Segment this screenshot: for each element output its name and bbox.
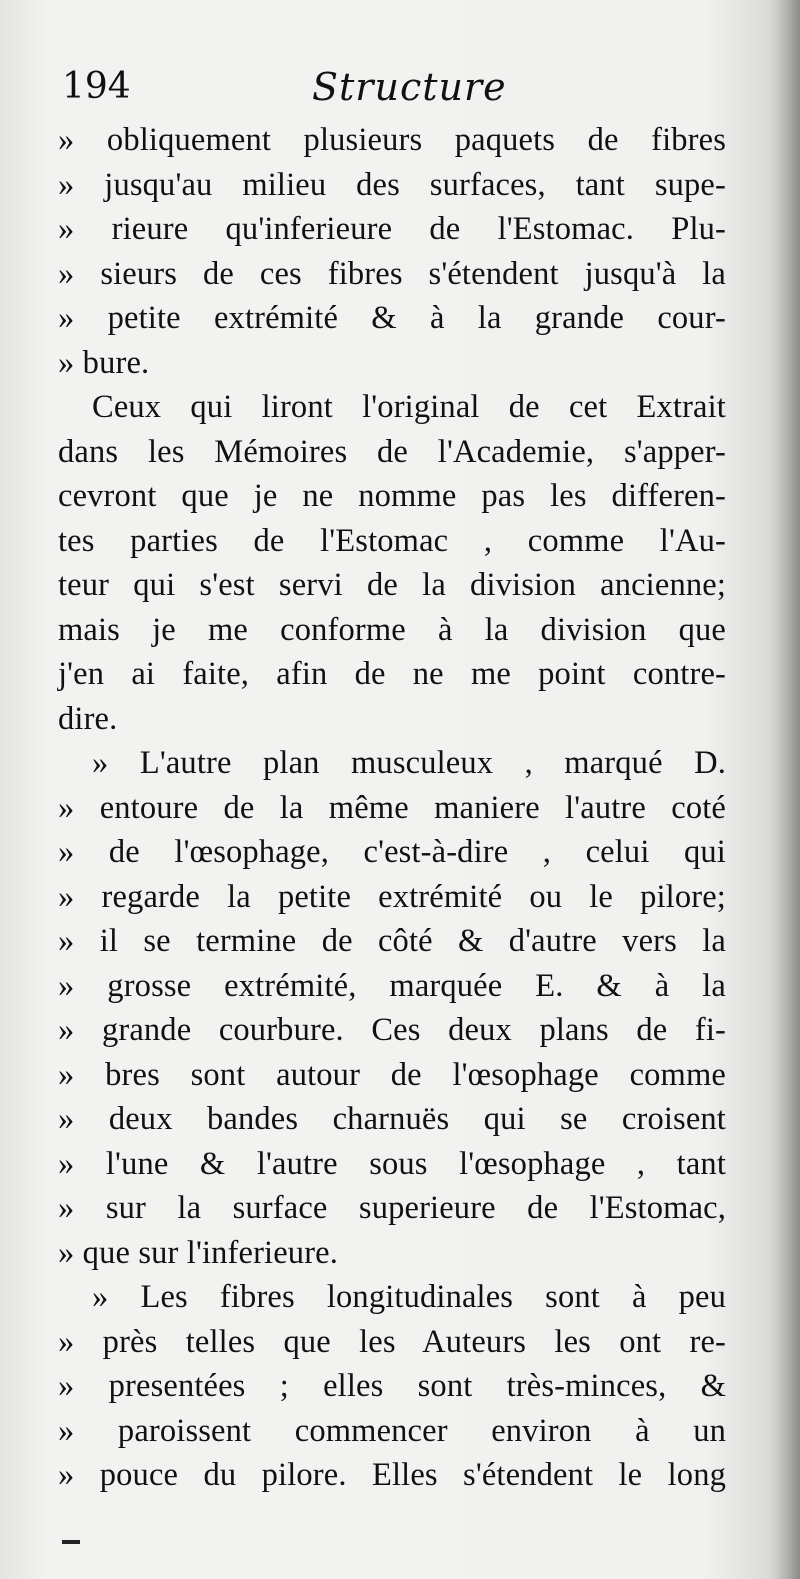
text-line: » presentées ; elles sont très-minces, & bbox=[58, 1368, 726, 1404]
running-title: Structure bbox=[312, 65, 507, 109]
text-line: » près telles que les Auteurs les ont re- bbox=[58, 1323, 726, 1360]
text-line: » bres sont autour de l'œsophage comme bbox=[58, 1056, 726, 1093]
text-line: » que sur l'inferieure. bbox=[58, 1234, 339, 1271]
text-line: tes parties de l'Estomac , comme l'Au- bbox=[58, 522, 726, 559]
text-line: » de l'œsophage, c'est-à-dire , celui qui bbox=[58, 834, 726, 870]
text-line: » rieure qu'inferieure de l'Estomac. Plu- bbox=[58, 211, 726, 247]
text-line: dire. bbox=[58, 700, 118, 737]
page-header bbox=[62, 62, 732, 112]
ink-mark bbox=[62, 1540, 80, 1544]
text-line: » petite extrémité & à la grande cour- bbox=[58, 300, 726, 336]
text-line: » obliquement plusieurs paquets de fibres bbox=[58, 122, 726, 158]
text-line: » sur la surface superieure de l'Estomac, bbox=[58, 1190, 726, 1226]
text-line: » il se termine de côté & d'autre vers la bbox=[58, 923, 726, 959]
text-line: » sieurs de ces fibres s'étendent jusqu'à la bbox=[58, 255, 726, 292]
text-line: » regarde la petite extrémité ou le pilore; bbox=[58, 878, 726, 915]
text-line: Ceux qui liront l'original de cet Extrait bbox=[92, 389, 726, 425]
page-number: 194 bbox=[62, 66, 131, 107]
text-line: » deux bandes charnuës qui se croisent bbox=[58, 1101, 726, 1137]
text-line: » grosse extrémité, marquée E. & à la bbox=[58, 967, 726, 1004]
text-line: » entoure de la même maniere l'autre coté bbox=[58, 789, 726, 826]
text-line: » grande courbure. Ces deux plans de fi- bbox=[58, 1012, 726, 1048]
text-line: » bure. bbox=[58, 344, 150, 381]
text-line: » pouce du pilore. Elles s'étendent le long bbox=[58, 1457, 726, 1493]
text-line: » L'autre plan musculeux , marqué D. bbox=[92, 745, 726, 781]
text-line: teur qui s'est servi de la division ancienne; bbox=[58, 567, 726, 603]
text-line: » l'une & l'autre sous l'œsophage , tant bbox=[58, 1145, 726, 1182]
binding-shadow bbox=[768, 0, 800, 1579]
text-line: j'en ai faite, afin de ne me point contre- bbox=[58, 656, 726, 692]
text-line: dans les Mémoires de l'Academie, s'apper- bbox=[58, 433, 726, 470]
text-line: » paroissent commencer environ à un bbox=[58, 1412, 726, 1449]
text-line: » jusqu'au milieu des surfaces, tant supe- bbox=[58, 166, 726, 203]
text-line: cevront que je ne nomme pas les differen- bbox=[58, 478, 726, 514]
text-line: » Les fibres longitudinales sont à peu bbox=[92, 1279, 726, 1315]
body-text bbox=[58, 118, 726, 1498]
text-line: mais je me conforme à la division que bbox=[58, 611, 726, 648]
